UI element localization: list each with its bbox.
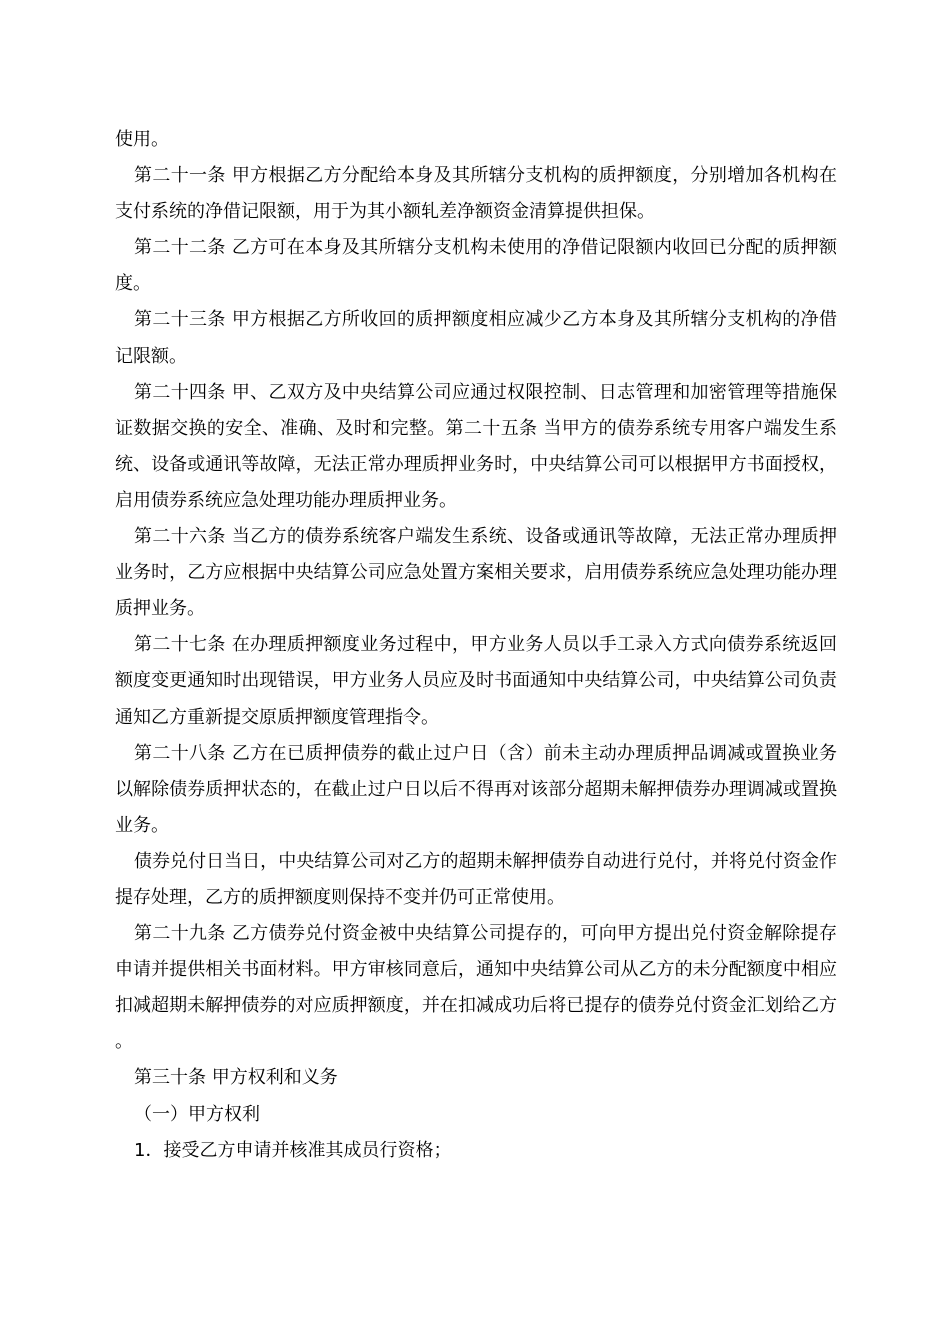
document-page [115, 122, 837, 1169]
article-21: 第二十一条 甲方根据乙方分配给本身及其所辖分支机构的质押额度，分别增加各机构在支付系统的净借记限额，用于为其小额轧差净额资金清算提供担保。 [115, 165, 837, 223]
list-item-1: 1．接受乙方申请并核准其成员行资格； [134, 1139, 452, 1161]
article-24-25: 第二十四条 甲、乙双方及中央结算公司应通过权限控制、日志管理和加密管理等措施保证数据交换的安全、准确、及时和完整。第二十五条 当甲方的债券系统专用客户端发生系统、设备或通讯等故障，无法正常办理质押业务时，中央结算公司可以根据甲方书面授权，启用债券系统应急处理功能办理质押业务。 [115, 381, 837, 511]
article-28: 第二十八条 乙方在已质押债券的截止过户日（含）前未主动办理质押品调减或置换业务以解除债券质押状态的，在截止过户日以后不得再对该部分超期未解押债券办理调减或置换业务。 [115, 742, 837, 836]
article-26: 第二十六条 当乙方的债券系统客户端发生系统、设备或通讯等故障，无法正常办理质押业务时，乙方应根据中央结算公司应急处置方案相关要求，启用债券系统应急处理功能办理质押业务。 [115, 526, 837, 620]
paragraph-continuation: 使用。 [115, 129, 169, 150]
article-22: 第二十二条 乙方可在本身及其所辖分支机构未使用的净借记限额内收回已分配的质押额度。 [115, 237, 837, 295]
article-23: 第二十三条 甲方根据乙方所收回的质押额度相应减少乙方本身及其所辖分支机构的净借记限额。 [115, 309, 837, 367]
section-heading-party-a-rights: （一）甲方权利 [134, 1103, 260, 1125]
article-27: 第二十七条 在办理质押额度业务过程中，甲方业务人员以手工录入方式向债券系统返回额度变更通知时出现错误，甲方业务人员应及时书面通知中央结算公司，中央结算公司负责通知乙方重新提交原质押额度管理指令。 [115, 634, 837, 728]
article-30-heading: 第三十条 甲方权利和义务 [134, 1067, 338, 1089]
article-28-continued: 债券兑付日当日，中央结算公司对乙方的超期未解押债券自动进行兑付，并将兑付资金作提存处理，乙方的质押额度则保持不变并仍可正常使用。 [115, 850, 837, 908]
article-29: 第二十九条 乙方债券兑付资金被中央结算公司提存的，可向甲方提出兑付资金解除提存申请并提供相关书面材料。甲方审核同意后，通知中央结算公司从乙方的未分配额度中相应扣减超期未解押债券的对应质押额度，并在扣减成功后将已提存的债券兑付资金汇划给乙方。 [115, 923, 837, 1053]
